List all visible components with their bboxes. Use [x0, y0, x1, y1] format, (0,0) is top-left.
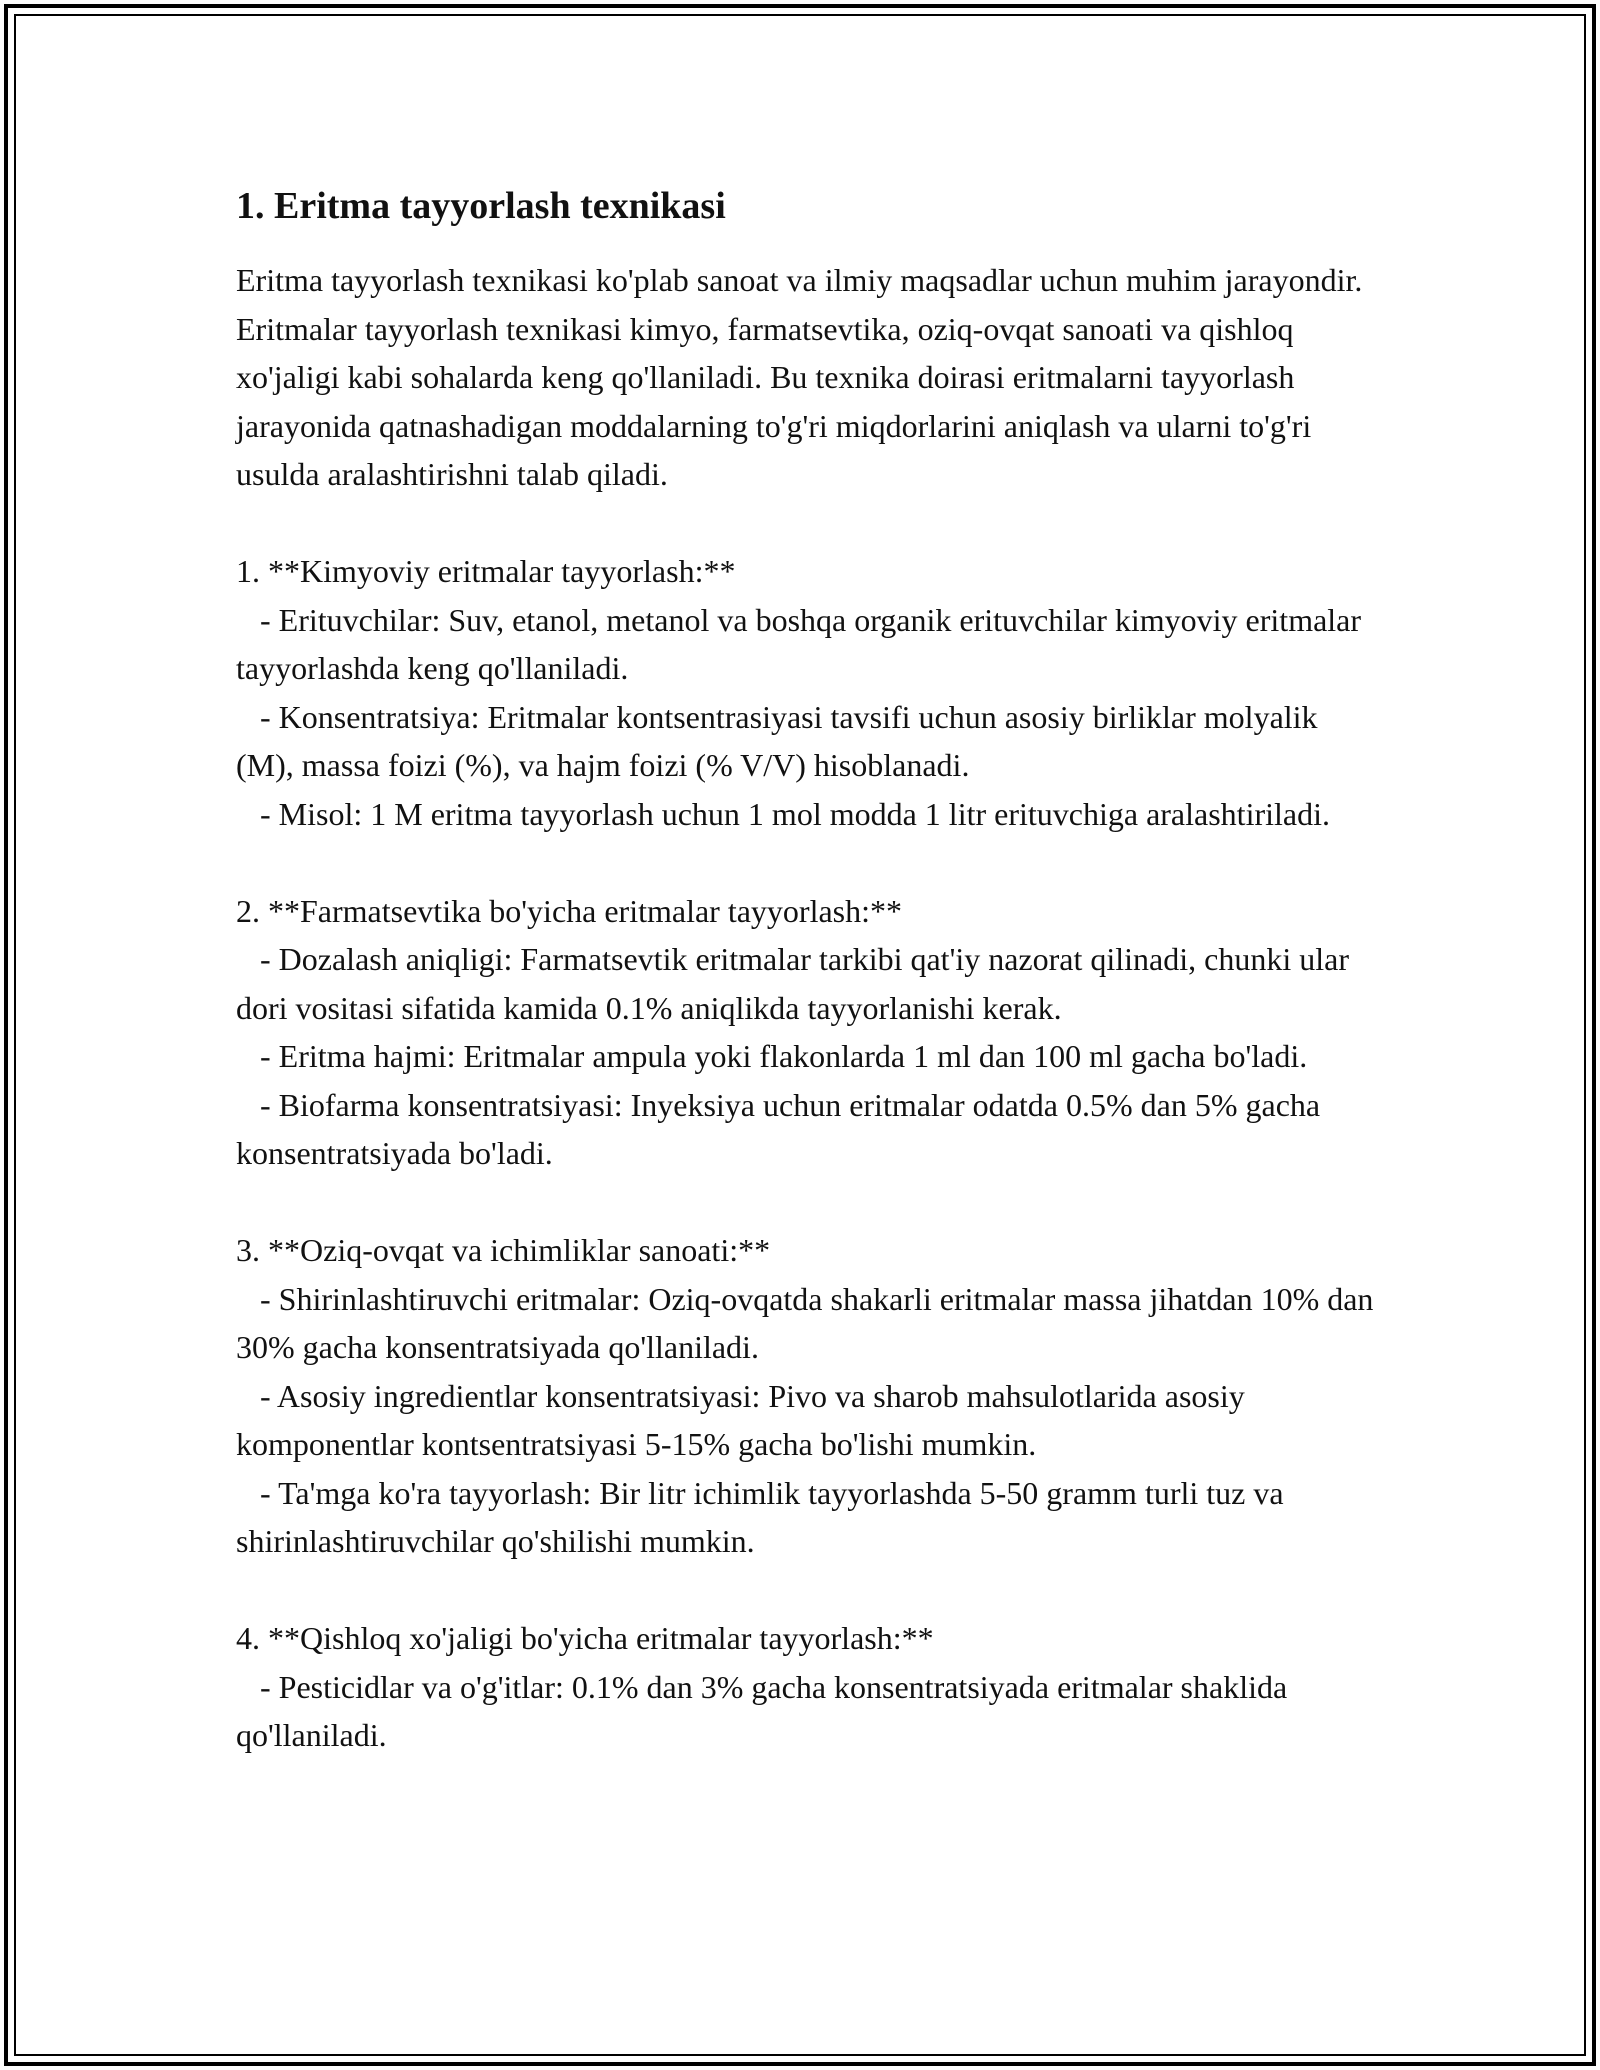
bullet-item: - Dozalash aniqligi: Farmatsevtik eritmalar tarkibi qat'iy nazorat qilinadi, chunki ular dori vositasi sifatida kamida 0.1% aniqlikda tayyorlanishi kerak. [236, 941, 1357, 1026]
section-heading: 1. **Kimyoviy eritmalar tayyorlash:** [236, 553, 736, 589]
intro-paragraph: Eritma tayyorlash texnikasi ko'plab sanoat va ilmiy maqsadlar uchun muhim jarayondir. Eritmalar tayyorlash texnikasi kimyo, farmatsevtika, oziq-ovqat sanoati va qishloq xo'jaligi kabi sohalarda keng qo'llaniladi. Bu texnika doirasi eritmalarni tayyorlash jarayonida qatnashadigan moddalarning to'g'ri miqdorlarini aniqlash va ularni to'g'ri usulda aralashtirishni talab qiladi. [236, 262, 1363, 492]
bullet-item: - Shirinlashtiruvchi eritmalar: Oziq-ovqatda shakarli eritmalar massa jihatdan 10% dan 30% gacha konsentratsiyada qo'llaniladi. [236, 1280, 1382, 1365]
section-heading: 4. **Qishloq xo'jaligi bo'yicha eritmalar tayyorlash:** [236, 1620, 934, 1656]
section-2 [236, 887, 1376, 1178]
section-4 [236, 1614, 1376, 1760]
section-heading: 3. **Oziq-ovqat va ichimliklar sanoati:** [236, 1232, 771, 1268]
bullet-item: - Asosiy ingredientlar konsentratsiyasi: Pivo va sharob mahsulotlarida asosiy komponentlar kontsentratsiyasi 5-15% gacha bo'lishi mumkin. [236, 1377, 1253, 1462]
spacer [236, 499, 1376, 548]
bullet-item: - Misol: 1 M eritma tayyorlash uchun 1 mol modda 1 litr erituvchiga aralashtiriladi. [236, 795, 1330, 832]
bullet-item: - Pesticidlar va o'g'itlar: 0.1% dan 3% gacha konsentratsiyada eritmalar shaklida qo'llaniladi. [236, 1668, 1296, 1753]
bullet-item: - Biofarma konsentratsiyasi: Inyeksiya uchun eritmalar odatda 0.5% dan 5% gacha konsentratsiyada bo'ladi. [236, 1086, 1329, 1171]
bullet-item: - Ta'mga ko'ra tayyorlash: Bir litr ichimlik tayyorlashda 5-50 gramm turli tuz va shirinlashtiruvchilar qo'shilishi mumkin. [236, 1474, 1292, 1559]
section-heading: 2. **Farmatsevtika bo'yicha eritmalar tayyorlash:** [236, 892, 903, 929]
bullet-item: - Erituvchilar: Suv, etanol, metanol va boshqa organik erituvchilar kimyoviy eritmalar tayyorlashda keng qo'llaniladi. [236, 601, 1370, 686]
bullet-item: - Konsentratsiya: Eritmalar kontsentrasiyasi tavsifi uchun asosiy birliklar molyalik (M), massa foizi (%), va hajm foizi (% V/V) hisoblanadi. [236, 698, 1326, 783]
section-1 [236, 547, 1376, 838]
document-body [236, 178, 1382, 1760]
bullet-item: - Eritma hajmi: Eritmalar ampula yoki flakonlarda 1 ml dan 100 ml gacha bo'ladi. [236, 1038, 1308, 1074]
spacer [236, 1178, 1376, 1227]
spacer [236, 1566, 1376, 1615]
document-title: 1. Eritma tayyorlash texnikasi [236, 185, 726, 227]
section-3 [236, 1226, 1382, 1566]
spacer [236, 838, 1376, 887]
